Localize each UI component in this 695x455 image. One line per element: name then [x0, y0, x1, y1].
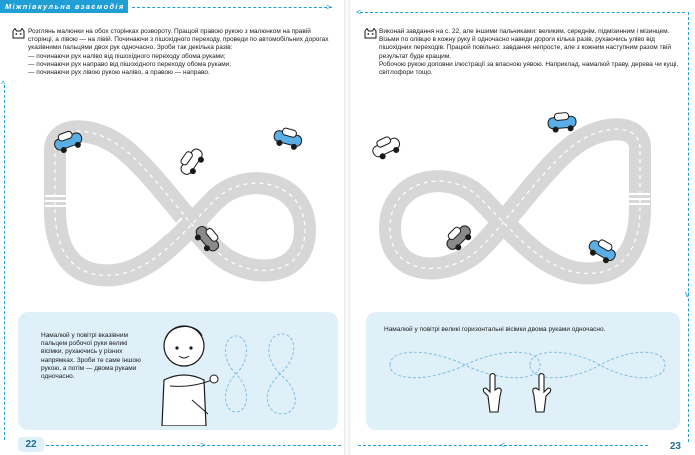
exercise-text: Намалюй у повітрі вказівним пальцем робочої руки великі вісімки, рухаючись у різних напрямках. Зроби те саме іншою рукою, а потім — двома руками одночасно.: [41, 332, 141, 381]
bullet-item: — починаючи рух наліво від пішохідного переходу обома руками;: [28, 52, 226, 60]
figure-eight-guide: [214, 330, 314, 418]
arrow-up-icon: ^: [1, 79, 6, 89]
hand-icon: [478, 372, 508, 414]
car-icon: [370, 133, 402, 161]
intro-text: Розглянь малюнки на обох сторінках розвороту. Пращой правою рукою з малюнком на правій сторінці, а лівою — на лівій. Починаючи з пішохідного переходу, проведи по автомобільних дорогах указівними пальцями двох рук одночасно. Зроби так декілька разів:: [28, 28, 329, 52]
car-icon: [178, 145, 206, 179]
dashed-border-top: [132, 7, 332, 8]
exercise-text: Намалюй у повітрі великі горизонтальні вісімки двома руками одночасно.: [384, 326, 606, 333]
extra-text: Робочою рукою доповни ілюстрації за власною уявою. Наприклад, намалюй траву, дерева чи кущі, світлофори тощо.: [379, 60, 679, 77]
car-icon: [272, 125, 304, 151]
left-page: [0, 0, 345, 455]
page-number: 22: [18, 437, 44, 452]
right-page: [350, 0, 695, 455]
car-icon: [444, 222, 474, 254]
bullet-item: — починаючи рух направо від пішохідного переходу обома руками;: [28, 60, 232, 68]
arrow-icon: >: [326, 2, 332, 12]
arrow-left-icon: <: [356, 7, 362, 17]
horizontal-eight-guide: [380, 340, 670, 390]
arrow-icon: >: [200, 440, 206, 450]
car-icon: [586, 236, 618, 266]
arrow-left-icon: <: [500, 440, 506, 450]
intro-text: Виконай завдання на с. 22, але іншими пальчиками: великим, середнім, підмізинним і мізинцем. Візьми по олівцю в кожну руку й одночасно наведи дороги кілька разів, рухаючись уліво від пішохідних переходів. Працюй повільно: завдання непросте, але з кожним наступним разом твій результат буде кращим.: [379, 28, 671, 60]
section-header: Міжпівкульна взаємодія: [0, 0, 128, 13]
cat-icon: [364, 28, 377, 39]
dashed-border-left: [4, 85, 5, 440]
car-icon: [192, 222, 222, 256]
hand-icon: [526, 372, 556, 414]
dashed-border-right: [688, 12, 689, 442]
cat-icon: [12, 28, 25, 39]
arrow-down-icon: v: [685, 289, 690, 299]
dashed-border-bottom: [46, 445, 341, 446]
bullet-item: — починаючи рух лівою рукою наліво, а правою — направо.: [28, 69, 210, 77]
instructions: [28, 28, 338, 77]
page-number: 23: [669, 441, 681, 452]
dashed-border-top: [360, 12, 685, 13]
car-icon: [546, 108, 578, 136]
instructions: [379, 28, 679, 77]
car-icon: [52, 128, 84, 154]
child-icon: [152, 318, 222, 426]
